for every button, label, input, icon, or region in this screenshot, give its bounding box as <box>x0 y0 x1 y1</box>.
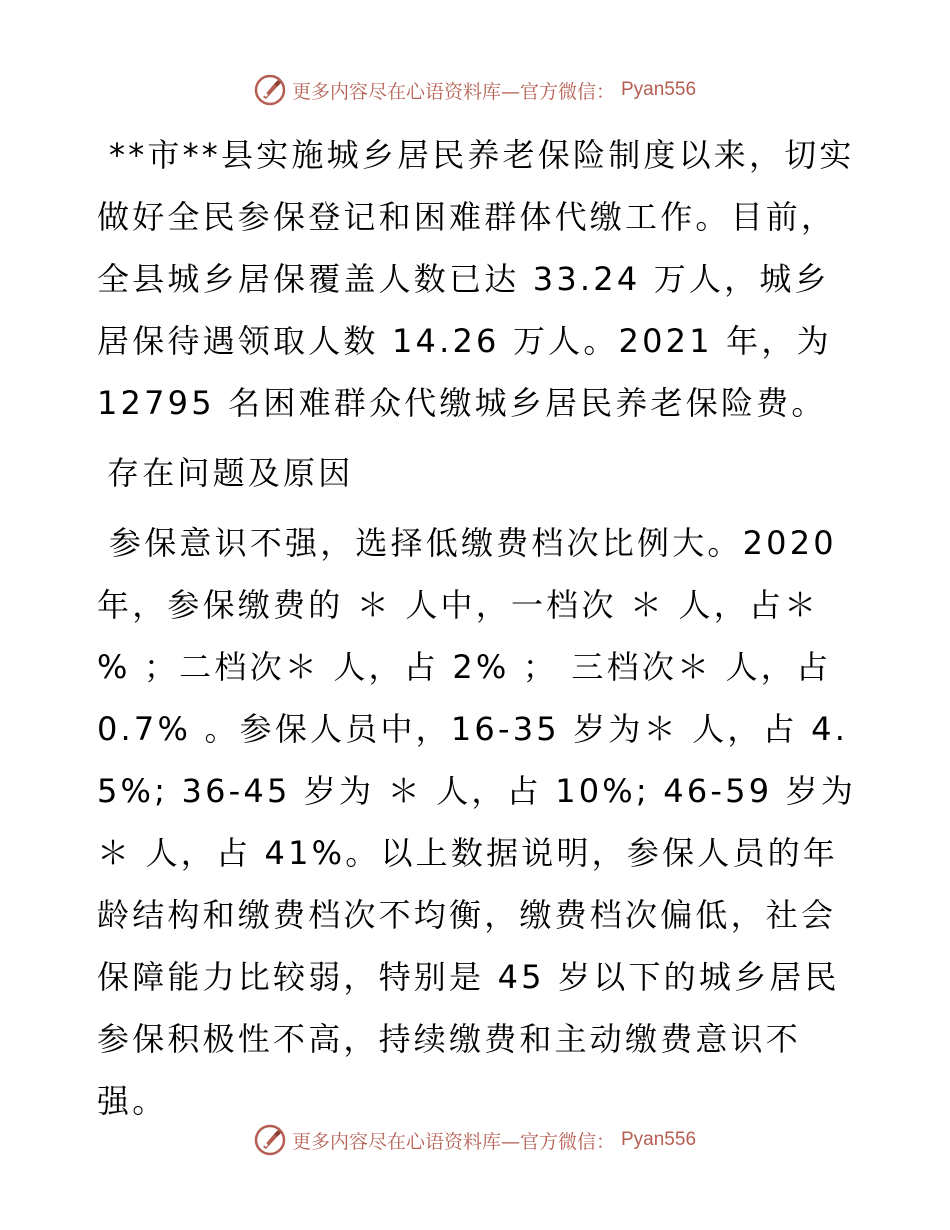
banner-text: 更多内容尽在心语资料库—官方微信： <box>291 1130 615 1153</box>
banner-wechat-id: Pyan556 <box>621 79 697 100</box>
pen-nib-logo-icon <box>254 74 286 106</box>
document-body <box>97 124 870 1132</box>
section-heading: 存在问题及原因 <box>107 454 354 492</box>
pen-nib-logo-icon <box>254 1124 286 1156</box>
banner-text: 更多内容尽在心语资料库—官方微信： <box>291 80 615 103</box>
footer-banner <box>0 1120 950 1160</box>
paragraph-intro: **市**县实施城乡居民养老保险制度以来，切实做好全民参保登记和困难群体代缴工作。目前，全县城乡居保覆盖人数已达 33.24 万人，城乡居保待遇领取人数 14.26 万人。2021 年，为 12795 名困难群众代缴城乡居民养老保险费。 <box>97 136 855 422</box>
banner-wechat-id: Pyan556 <box>621 1129 697 1150</box>
paragraph-problems: 参保意识不强，选择低缴费档次比例大。2020 年，参保缴费的 ＊ 人中，一档次 ＊ 人，占＊ % ；二档次＊ 人，占 2% ； 三档次＊ 人，占 0.7% 。参保人员中，16-35 岁为＊ 人，占 4.5%; 36-45 岁为 ＊ 人，占 10%; 46-59 岁为 ＊ 人，占 41%。以上数据说明，参保人员的年龄结构和缴费档次不均衡，缴费档次偏低，社会保障能力比较弱，特别是 45 岁以下的城乡居民参保积极性不高，持续缴费和主动缴费意识不强。 <box>97 524 870 1120</box>
header-banner <box>0 70 950 110</box>
